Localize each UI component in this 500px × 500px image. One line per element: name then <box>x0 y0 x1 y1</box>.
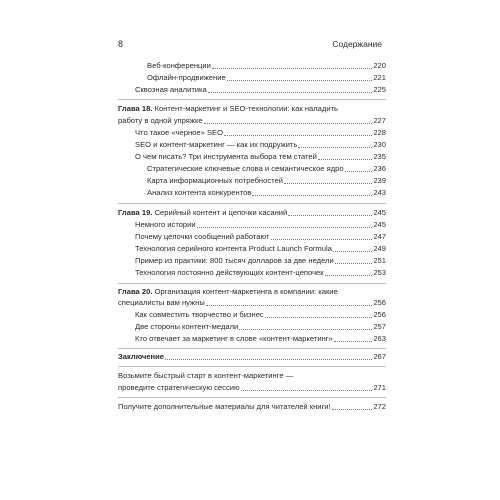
dot-leader <box>208 92 373 93</box>
toc-entry-text: Почему цепочки сообщений работают <box>135 232 270 241</box>
toc-entry-black-seo[interactable] <box>135 127 386 138</box>
separator <box>118 366 386 367</box>
toc-entry-text: Офлайн-продвижение <box>147 73 226 82</box>
dot-leader <box>325 275 373 276</box>
running-head: Содержание <box>332 39 382 49</box>
toc-entry-page: 249 <box>373 244 386 253</box>
separator <box>118 99 386 100</box>
toc-chapter-19[interactable] <box>118 207 386 218</box>
toc-entry-page: 263 <box>373 334 386 343</box>
toc-entry-text: Что такое «черное» SEO <box>135 128 224 137</box>
toc-chapter-20-line2[interactable] <box>118 297 386 308</box>
toc-entry-web-conferences[interactable] <box>147 60 386 71</box>
toc-entry-page: 227 <box>373 116 386 125</box>
toc-entry-page: 245 <box>373 220 386 229</box>
dot-leader <box>332 409 373 410</box>
chapter-title-cont: специалисты вам нужны <box>118 298 205 307</box>
toc-entry-page: 220 <box>373 61 386 70</box>
toc-entry-what-to-write[interactable] <box>135 151 386 162</box>
toc-entry-info-map[interactable] <box>147 175 386 186</box>
dot-leader <box>265 317 373 318</box>
chapter-title-cont: работу в одной упряжке <box>118 116 203 125</box>
toc-entry-page: 221 <box>373 73 386 82</box>
toc-entry-page: 272 <box>373 402 386 411</box>
dot-leader <box>298 147 372 148</box>
toc-entry-page: 235 <box>373 152 386 161</box>
toc-entry-text: Возьмите быстрый старт в контент-маркетинге — <box>118 371 294 380</box>
toc-entry-text: Анализ контента конкурентов <box>147 188 252 197</box>
dot-leader <box>227 80 373 81</box>
toc-entry-offline[interactable] <box>147 72 386 83</box>
toc-entry-page: 239 <box>373 176 386 185</box>
chapter-number: Глава 20. <box>118 287 153 296</box>
separator <box>118 283 386 284</box>
toc-chapter-20-line1[interactable] <box>118 286 338 297</box>
dot-leader <box>335 263 373 264</box>
toc-entry-case-800k[interactable] <box>135 255 386 266</box>
toc-entry-text: Немного истории <box>135 220 196 229</box>
toc-entry-page: 253 <box>373 268 386 277</box>
toc-entry-two-sides[interactable] <box>135 321 386 332</box>
toc-entry-text: Карта информационных потребностей <box>147 176 283 185</box>
toc-chapter-18-line2[interactable] <box>118 115 386 126</box>
dot-leader <box>212 68 372 69</box>
toc-entry-history[interactable] <box>135 219 386 230</box>
toc-entry-page: 228 <box>373 128 386 137</box>
toc-entry-text: Пример из практики: 800 тысяч долларов за две недели <box>135 256 334 265</box>
dot-leader <box>284 183 372 184</box>
toc-entry-page: 271 <box>373 383 386 392</box>
dot-leader <box>204 123 373 124</box>
dot-leader <box>165 359 372 360</box>
toc-entry-text: Веб-конференции <box>147 61 211 70</box>
toc-entry-text: Кто отвечает за маркетинг в слове «контент-маркетинг» <box>135 334 333 343</box>
dot-leader <box>252 195 372 196</box>
toc-entry-page: 245 <box>373 208 386 217</box>
toc-entry-extra-materials[interactable] <box>118 401 386 412</box>
separator <box>118 397 386 398</box>
toc-entry-page: 267 <box>373 352 386 361</box>
toc-entry-page: 243 <box>373 188 386 197</box>
chapter-number: Глава 18. <box>118 104 153 113</box>
toc-entry-plf[interactable] <box>135 243 386 254</box>
toc-entry-page: 225 <box>373 85 386 94</box>
dot-leader <box>239 329 372 330</box>
toc-entry-text: Получите дополнительные материалы для читателей книги! <box>118 402 331 411</box>
toc-entry-page: 251 <box>373 256 386 265</box>
chapter-heading <box>118 207 287 218</box>
dot-leader <box>345 171 373 172</box>
chapter-title: Организация контент-маркетинга в компании: какие <box>154 287 338 296</box>
toc-entry-permanent-chains[interactable] <box>135 267 386 278</box>
toc-entry-text: Две стороны контент-медали <box>135 322 239 331</box>
dot-leader <box>197 227 373 228</box>
page-number: 8 <box>118 39 124 49</box>
toc-entry-text: Технология постоянно действующих контент-цепочек <box>135 268 324 277</box>
toc-entry-text: Сквозная аналитика <box>135 85 207 94</box>
toc-entry-text: Заключение <box>118 352 165 361</box>
toc-entry-text-cont: проведите стратегическую сессию <box>118 383 240 392</box>
toc-entry-page: 256 <box>373 310 386 319</box>
chapter-title: Контент-маркетинг и SEO-технологии: как наладить <box>154 104 339 113</box>
toc-entry-page: 256 <box>373 298 386 307</box>
toc-entry-quick-start-line2[interactable] <box>118 382 386 393</box>
dot-leader <box>271 239 373 240</box>
toc-entry-text: Стратегические ключевые слова и семантическое ядро <box>147 164 344 173</box>
toc-chapter-18-line1[interactable] <box>118 103 338 114</box>
toc-entry-conclusion[interactable] <box>118 351 386 362</box>
dot-leader <box>334 341 373 342</box>
toc-entry-text: Как совместить творчество и бизнес <box>135 310 264 319</box>
toc-entry-quick-start-line1[interactable] <box>118 370 293 381</box>
toc-entry-text: О чем писать? Три инструмента выбора тем статей <box>135 152 317 161</box>
toc-entry-seo-content[interactable] <box>135 139 386 150</box>
toc-entry-creativity-business[interactable] <box>135 309 386 320</box>
toc-entry-who-responsible[interactable] <box>135 333 386 344</box>
toc-entry-analytics[interactable] <box>135 84 386 95</box>
dot-leader <box>224 135 372 136</box>
toc-entry-page: 230 <box>373 140 386 149</box>
dot-leader <box>333 251 372 252</box>
separator <box>118 203 386 204</box>
dot-leader <box>241 390 373 391</box>
toc-entry-text: SEO и контент-маркетинг — как их подружить <box>135 140 298 149</box>
toc-entry-page: 247 <box>373 232 386 241</box>
dot-leader <box>318 159 372 160</box>
toc-entry-why-chains[interactable] <box>135 231 386 242</box>
dot-leader <box>206 305 373 306</box>
dot-leader <box>288 215 372 216</box>
toc-entry-keywords[interactable] <box>147 163 386 174</box>
toc-entry-text: Технология серийного контента Product Launch Formula <box>135 244 332 253</box>
chapter-title: Серийный контент и цепочки касаний <box>154 208 288 217</box>
chapter-number: Глава 19. <box>118 208 153 217</box>
toc-entry-competitor-analysis[interactable] <box>147 187 386 198</box>
toc-entry-page: 236 <box>373 164 386 173</box>
toc-entry-page: 257 <box>373 322 386 331</box>
separator <box>118 348 386 349</box>
